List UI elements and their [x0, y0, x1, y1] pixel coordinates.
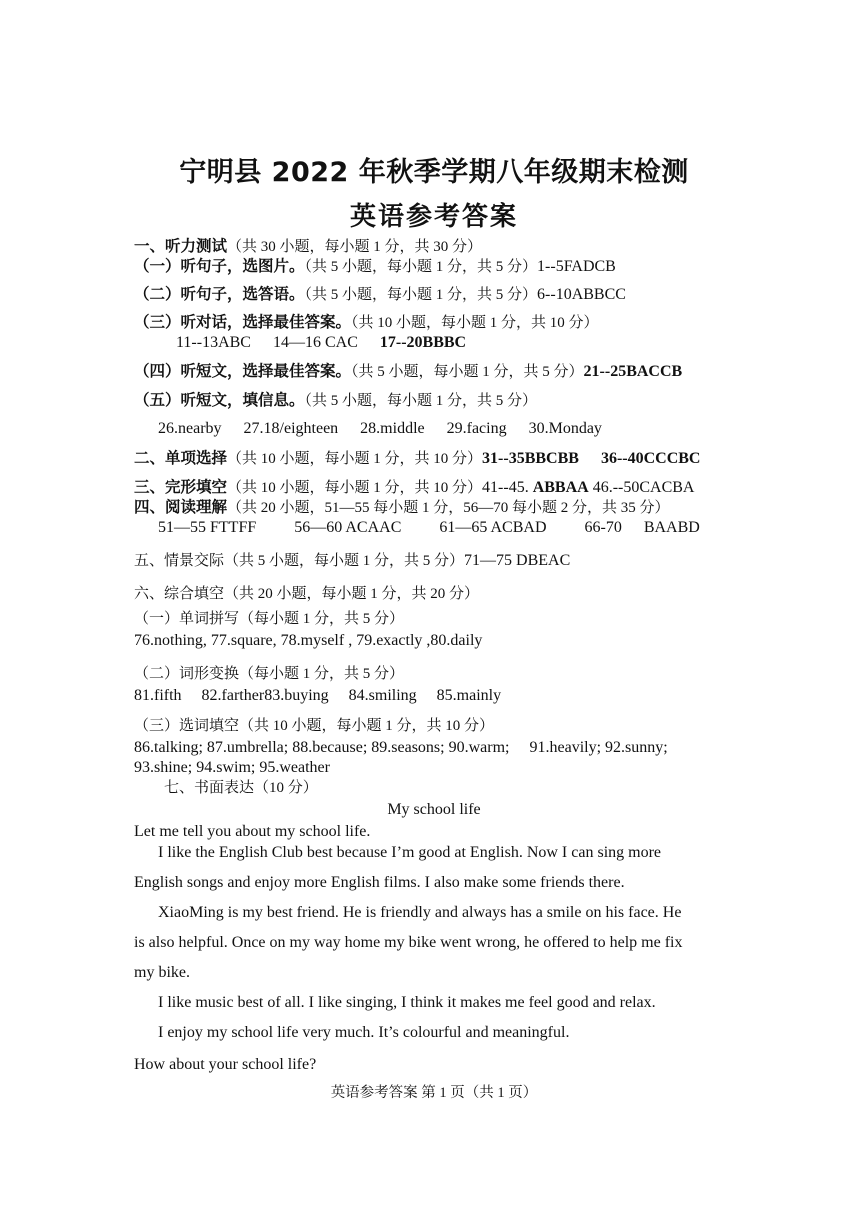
section-6-1-answers: 76.nothing, 77.square, 78.myself , 79.exactly ,80.daily: [134, 632, 483, 649]
section-1-header: [134, 236, 482, 257]
section-1-5-title: （五）听短文，填信息。: [134, 391, 305, 409]
answer-item: 82.farther: [201, 687, 265, 704]
section-2: [134, 448, 700, 469]
answer-item: 30.Monday: [528, 420, 602, 437]
section-1-5: [134, 390, 537, 411]
section-4: [134, 497, 670, 518]
page-footer: 英语参考答案 第 1 页（共 1 页）: [330, 1085, 538, 1101]
answer-group: 17--20BBBC: [379, 334, 467, 351]
section-5: [134, 551, 570, 571]
section-1-title: 一、听力测试: [134, 237, 228, 255]
answer-group: 56—60 ACAAC: [294, 519, 402, 536]
section-1-4-title: （四）听短文，选择最佳答案。: [134, 362, 352, 380]
section-1-1: [134, 256, 616, 277]
section-6-3-note: （共 10 小题，每小题 1 分，共 10 分）: [239, 718, 495, 734]
section-7-title: 七、书面表达（10 分）: [164, 780, 318, 796]
answer-group: 46.--50CACBA: [592, 479, 695, 496]
section-1-2-answer: 6--10ABBCC: [537, 286, 626, 303]
answer-group: 51—55 FTTFF: [158, 519, 257, 536]
essay-line: is also helpful. Once on my way home my bike went wrong, he offered to help me fix: [134, 934, 683, 951]
answer-group: 31--35BBCBB: [482, 450, 579, 467]
answer-item: 85.mainly: [436, 687, 502, 704]
section-5-title: 五、情景交际: [134, 553, 225, 569]
section-1-5-note: （共 5 小题，每小题 1 分，共 5 分）: [304, 393, 538, 409]
section-6-title: 六、综合填空: [134, 586, 225, 602]
answer-item: 28.middle: [360, 420, 425, 437]
section-1-3-title: （三）听对话，选择最佳答案。: [134, 313, 352, 331]
answer-item: 83.buying: [264, 687, 329, 704]
section-1-3: [134, 312, 599, 333]
answer-list: 86.talking; 87.umbrella; 88.because; 89.seasons; 90.warm;: [134, 739, 510, 756]
essay-title: My school life: [387, 801, 481, 818]
section-1-1-answer: 1--5FADCB: [537, 258, 616, 275]
answer-item: 84.smiling: [348, 687, 417, 704]
section-6-3: [134, 716, 494, 736]
section-3-title: 三、完形填空: [134, 478, 228, 496]
section-2-title: 二、单项选择: [134, 449, 228, 467]
section-4-title: 四、阅读理解: [134, 498, 228, 516]
section-6-3-answers-line2: 93.shine; 94.swim; 95.weather: [134, 759, 330, 776]
section-5-answer: 71—75 DBEAC: [464, 552, 571, 569]
section-3: [134, 477, 694, 498]
section-1-3-answers: [176, 333, 466, 353]
section-1-4-answer: 21--25BACCB: [583, 363, 683, 380]
answer-group: 36--40CCCBC: [600, 450, 701, 467]
section-1-4: [134, 361, 682, 382]
answer-item: 29.facing: [446, 420, 507, 437]
essay-line: English songs and enjoy more English films. I also make some friends there.: [134, 874, 625, 891]
essay-line: I like music best of all. I like singing, I think it makes me feel good and relax.: [158, 994, 656, 1011]
section-1-2-note: （共 5 小题，每小题 1 分，共 5 分）: [304, 287, 538, 303]
section-1-1-title: （一）听句子，选图片。: [134, 257, 305, 275]
answer-group: ABBAA: [532, 479, 589, 496]
section-1-2-title: （二）听句子，选答语。: [134, 285, 305, 303]
section-1-5-answers: [158, 419, 602, 439]
section-6-2: [134, 664, 404, 684]
answer-item: 27.18/eighteen: [243, 420, 339, 437]
section-1-note: （共 30 小题，每小题 1 分，共 30 分）: [227, 239, 483, 255]
answer-range: 66-70: [584, 519, 622, 536]
essay-line: my bike.: [134, 964, 190, 981]
section-1-3-note: （共 10 小题，每小题 1 分，共 10 分）: [351, 315, 599, 331]
answer-group: 14—16 CAC: [272, 334, 358, 351]
section-6-note: （共 20 小题，每小题 1 分，共 20 分）: [224, 586, 480, 602]
answer-item: 26.nearby: [158, 420, 222, 437]
section-1-1-note: （共 5 小题，每小题 1 分，共 5 分）: [304, 259, 538, 275]
section-1-4-note: （共 5 小题，每小题 1 分，共 5 分）: [351, 364, 584, 380]
section-3-note: （共 10 小题，每小题 1 分，共 10 分）: [227, 480, 483, 496]
essay-line: I like the English Club best because I’m good at English. Now I can sing more: [158, 844, 662, 861]
answer-group: 11--13ABC: [176, 334, 251, 351]
essay-line: How about your school life?: [134, 1056, 317, 1073]
section-6-3-title: （三）选词填空: [134, 718, 240, 734]
section-5-note: （共 5 小题，每小题 1 分，共 5 分）: [224, 553, 465, 569]
section-6-3-answers-line1: [134, 738, 668, 758]
section-4-answers: [158, 518, 700, 538]
essay-line: I enjoy my school life very much. It’s colourful and meaningful.: [158, 1024, 570, 1041]
answer-list: 91.heavily; 92.sunny;: [529, 739, 668, 756]
section-6: [134, 584, 479, 604]
answer-range: 41--45.: [482, 479, 529, 496]
section-6-2-answers: [134, 686, 501, 706]
answer-group: BAABD: [643, 519, 700, 536]
essay-line: XiaoMing is my best friend. He is friendly and always has a smile on his face. He: [158, 904, 682, 921]
section-6-2-title: （二）词形变换: [134, 666, 240, 682]
answer-group: 61—65 ACBAD: [439, 519, 547, 536]
section-1-2: [134, 284, 626, 305]
section-6-1: [134, 609, 404, 629]
section-4-note: （共 20 小题，51—55 每小题 1 分，56—70 每小题 2 分，共 35 分）: [227, 500, 670, 516]
section-6-2-note: （每小题 1 分，共 5 分）: [239, 666, 405, 682]
section-6-1-title: （一）单词拼写: [134, 611, 240, 627]
page-title: 宁明县 2022 年秋季学期八年级期末检测: [179, 157, 689, 188]
essay-line: Let me tell you about my school life.: [134, 823, 371, 840]
section-6-1-note: （每小题 1 分，共 5 分）: [239, 611, 405, 627]
page-subtitle: 英语参考答案: [349, 202, 518, 232]
answer-item: 81.fifth: [134, 687, 182, 704]
section-2-note: （共 10 小题，每小题 1 分，共 10 分）: [227, 451, 483, 467]
